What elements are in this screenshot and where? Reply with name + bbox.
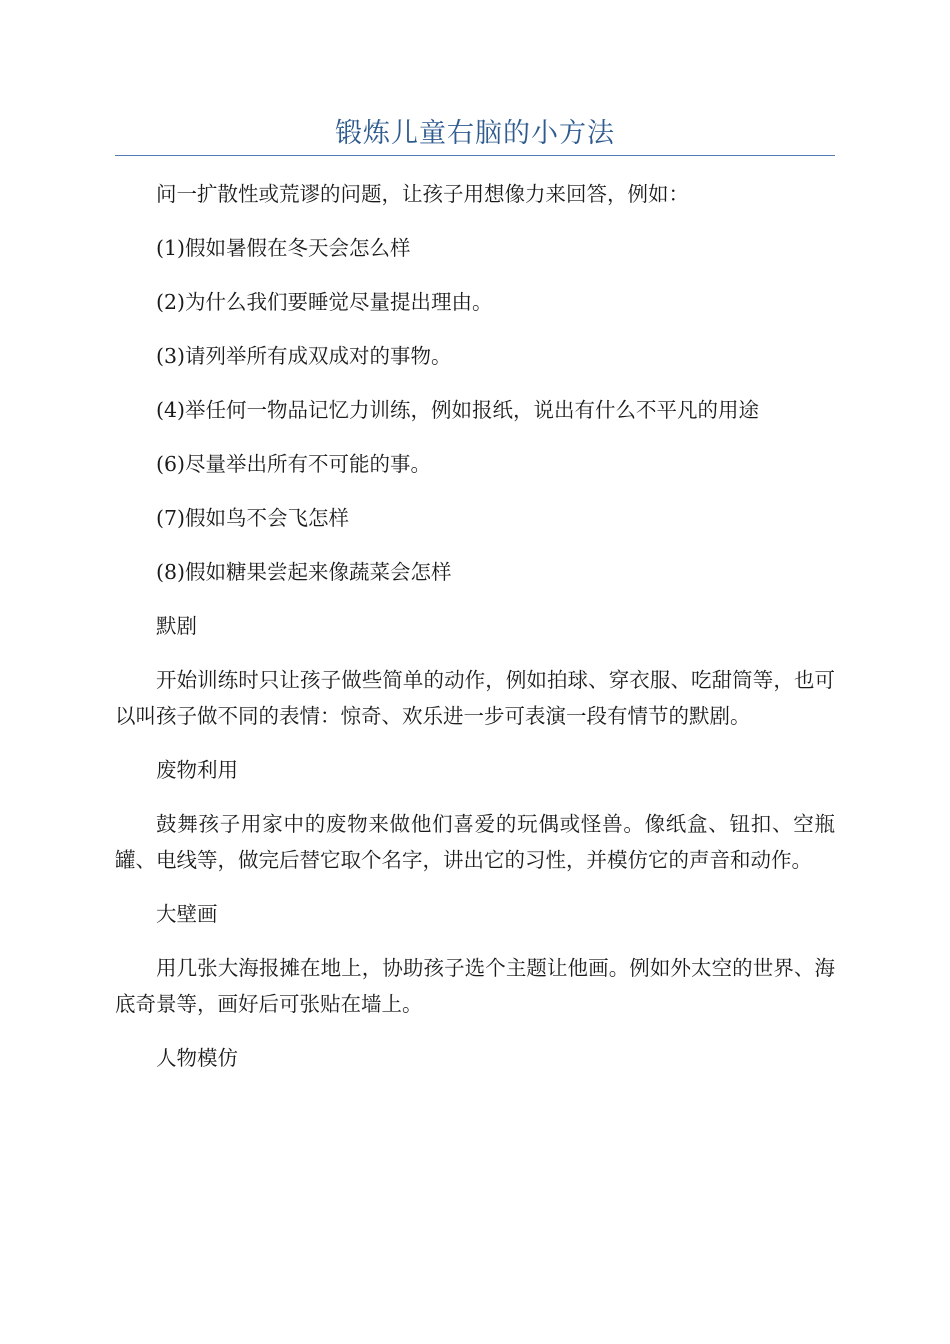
section-heading-recycling: 废物利用 bbox=[156, 758, 238, 782]
paragraph-mime: 开始训练时只让孩子做些简单的动作，例如拍球、穿衣服、吃甜筒等，也可以叫孩子做不同的表情：惊奇、欢乐进一步可表演一段有情节的默剧。 bbox=[115, 668, 835, 728]
document-body bbox=[115, 176, 835, 1094]
paragraph-recycling: 鼓舞孩子用家中的废物来做他们喜爱的玩偶或怪兽。像纸盒、钮扣、空瓶罐、电线等，做完后替它取个名字，讲出它的习性，并模仿它的声音和动作。 bbox=[115, 812, 835, 872]
section-heading-mime: 默剧 bbox=[156, 614, 197, 638]
title-underline bbox=[115, 155, 835, 156]
paragraph-mural: 用几张大海报摊在地上，协助孩子选个主题让他画。例如外太空的世界、海底奇景等，画好后可张贴在墙上。 bbox=[115, 956, 835, 1016]
section-heading-imitation: 人物模仿 bbox=[156, 1046, 238, 1070]
list-item-7: (7)假如鸟不会飞怎样 bbox=[156, 506, 350, 530]
list-item-6: (6)尽量举出所有不可能的事。 bbox=[156, 452, 432, 476]
document-title: 锻炼儿童右脑的小方法 bbox=[335, 118, 615, 149]
list-item-3: (3)请列举所有成双成对的事物。 bbox=[156, 344, 452, 368]
list-item-8: (8)假如糖果尝起来像蔬菜会怎样 bbox=[156, 560, 452, 584]
paragraph-intro: 问一扩散性或荒谬的问题，让孩子用想像力来回答，例如： bbox=[156, 182, 689, 206]
list-item-4: (4)举任何一物品记忆力训练，例如报纸，说出有什么不平凡的用途 bbox=[156, 398, 760, 422]
list-item-1: (1)假如暑假在冬天会怎么样 bbox=[156, 236, 411, 260]
list-item-2: (2)为什么我们要睡觉尽量提出理由。 bbox=[156, 290, 493, 314]
section-heading-mural: 大壁画 bbox=[156, 902, 218, 926]
